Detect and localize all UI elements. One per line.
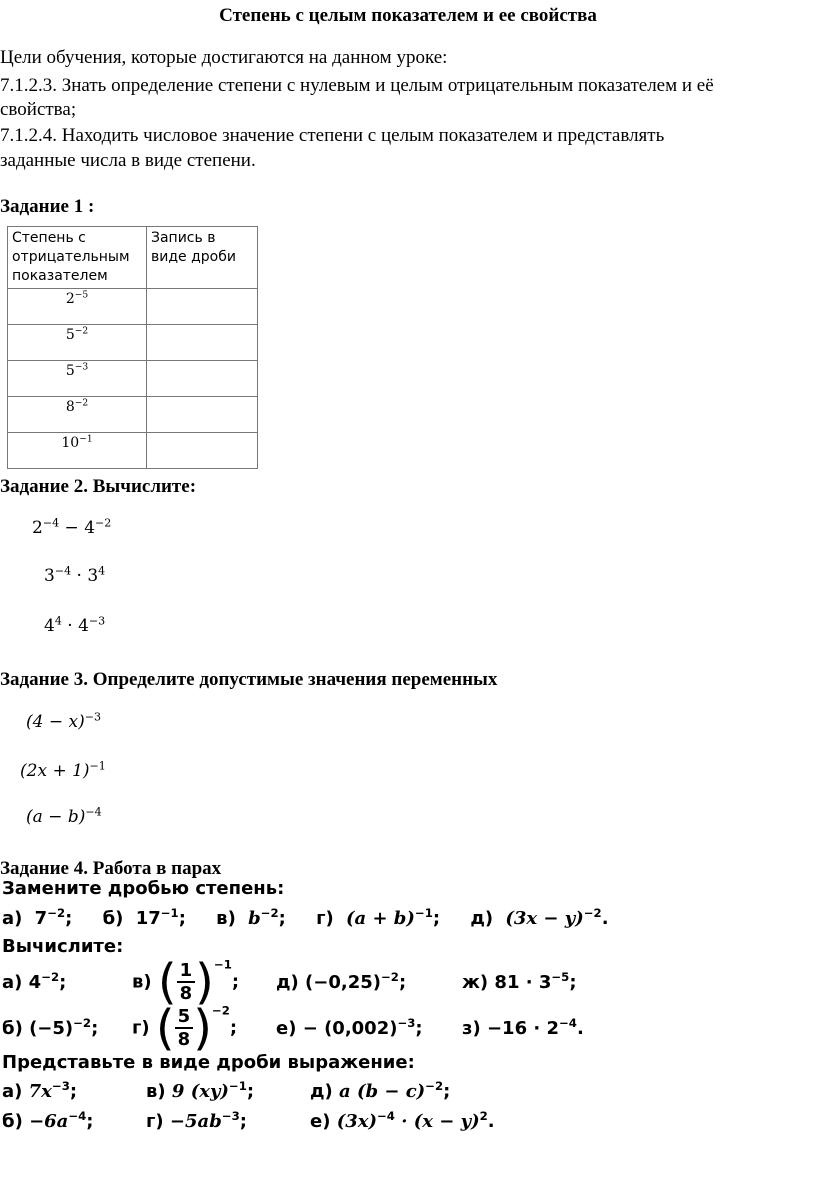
base: 4 (84, 518, 96, 538)
fraction-denominator: 8 (177, 1029, 191, 1050)
item-end: ; (278, 908, 286, 929)
fraction-denominator: 8 (179, 983, 193, 1004)
answer-cell[interactable] (147, 433, 258, 469)
item-exponent: −3 (397, 1015, 416, 1030)
task1-heading: Задание 1 : (0, 196, 95, 217)
answer-cell[interactable] (147, 289, 258, 325)
task4-heading: Задание 4. Работа в парах (0, 858, 222, 879)
item-exponent: −2 (260, 905, 279, 920)
exponent: 4 (54, 614, 62, 628)
compute-e (276, 1015, 423, 1039)
base: 4 (78, 616, 89, 636)
represent-heading: Представьте в виде дроби выражение: (2, 1052, 415, 1073)
power-base: 10 (61, 435, 80, 451)
table-row (8, 361, 258, 397)
item-base: 4 (28, 972, 42, 993)
goal-2-cont: заданные числа в виде степени. (0, 150, 256, 171)
compute-g (132, 1000, 238, 1056)
power-base: 8 (65, 399, 75, 415)
power-base: 5 (65, 327, 75, 343)
item-label: б) (2, 1018, 23, 1039)
item-base: (3x) (336, 1111, 378, 1132)
goal-1: 7.1.2.3. Знать определение степени с нулевым и целым отрицательным показателем и её (0, 75, 714, 96)
fraction-numerator: 1 (177, 960, 196, 983)
page-title: Степень с целым показателем и ее свойства (219, 5, 597, 26)
item-label: б) (2, 1111, 23, 1132)
exponent: −4 (54, 564, 72, 578)
goals-intro: Цели обучения, которые достигаются на данном уроке: (0, 47, 448, 68)
item-label: в) (146, 1081, 166, 1102)
item-exponent: −2 (73, 1015, 92, 1030)
item-label: г) (316, 908, 334, 929)
item-label: б) (102, 908, 124, 929)
exponent: −1 (89, 759, 106, 773)
item-base: 17 (135, 908, 161, 929)
item-end: ; (432, 908, 441, 929)
item-exponent: −3 (221, 1108, 240, 1123)
item-end: ; (231, 971, 240, 993)
exponent: 4 (98, 564, 106, 578)
item-base: −16 · 2 (486, 1018, 559, 1039)
item-label: д) (276, 972, 299, 993)
operator: · (71, 566, 88, 586)
item-base: − (0,002) (302, 1018, 398, 1039)
item-exponent: −2 (425, 1078, 444, 1093)
compute-a (2, 969, 67, 993)
item-end: ; (246, 1081, 255, 1102)
item-label: в) (216, 908, 236, 929)
item-exponent: −2 (211, 1003, 230, 1018)
item-label: ж) (462, 972, 489, 993)
represent-d (310, 1078, 451, 1102)
item-base: 7x (28, 1081, 52, 1102)
header-text: Запись в (151, 230, 216, 246)
power-cell (8, 325, 147, 361)
power-base: 2 (65, 291, 75, 307)
item-base: 7 (34, 908, 48, 929)
power-cell (8, 289, 147, 325)
item-base: (−5) (29, 1018, 74, 1039)
item-end: ; (65, 908, 73, 929)
exponent: −2 (95, 516, 112, 530)
item-end: ; (59, 972, 67, 993)
item-label: а) (2, 1081, 23, 1102)
table-header-row (8, 227, 258, 289)
replace-row (2, 905, 609, 929)
represent-v (146, 1078, 255, 1102)
right-paren: ) (195, 954, 214, 1010)
compute-b (2, 1015, 99, 1039)
item-base: −5ab (169, 1111, 222, 1132)
base: (a − b) (26, 807, 86, 827)
task3-expr-1 (26, 712, 101, 732)
item-exponent: 2 (479, 1108, 488, 1123)
compute-v (132, 954, 240, 1010)
table-row (8, 289, 258, 325)
task3-expr-2 (20, 761, 106, 781)
compute-d (276, 969, 407, 993)
power-cell (8, 433, 147, 469)
item-base: · (x − y) (394, 1111, 480, 1132)
answer-cell[interactable] (147, 361, 258, 397)
compute-z (462, 1015, 584, 1039)
task1-table (7, 226, 258, 469)
power-exponent: −3 (74, 362, 89, 373)
item-exponent: −2 (583, 905, 602, 920)
item-base: (3x − y) (505, 908, 584, 929)
power-cell (8, 361, 147, 397)
power-base: 5 (65, 363, 75, 379)
item-exponent: −4 (68, 1108, 87, 1123)
item-base: b (248, 908, 261, 929)
left-paren: ( (157, 954, 177, 1010)
item-label: д) (470, 908, 494, 929)
item-base: −6a (29, 1111, 69, 1132)
operator: − (59, 518, 85, 538)
represent-g (146, 1108, 247, 1132)
item-end: . (601, 908, 609, 929)
item-end: ; (86, 1111, 94, 1132)
left-paren: ( (155, 1000, 175, 1056)
exponent: −4 (42, 516, 60, 530)
power-exponent: −2 (74, 326, 89, 337)
right-paren: ) (193, 1000, 212, 1056)
header-text: показателем (12, 268, 108, 284)
item-exponent: −3 (51, 1078, 70, 1093)
item-exponent: −1 (160, 905, 179, 920)
item-label: д) (310, 1081, 333, 1102)
item-label: в) (132, 971, 152, 993)
base: (4 − x) (26, 712, 85, 732)
item-end: ; (178, 908, 186, 929)
fraction (175, 1006, 194, 1050)
item-base: (−0,25) (305, 972, 381, 993)
item-exponent: −1 (414, 905, 433, 920)
base: 3 (44, 566, 55, 586)
item-end: . (487, 1111, 495, 1132)
exponent: −3 (88, 614, 106, 628)
item-end: ; (443, 1081, 451, 1102)
goal-1-cont: свойства; (0, 99, 77, 120)
item-end: ; (415, 1018, 423, 1039)
item-label: а) (2, 908, 23, 929)
item-label: а) (2, 972, 23, 993)
header-text: отрицательным (12, 249, 130, 265)
item-exponent: −1 (213, 957, 232, 972)
item-exponent: −4 (559, 1015, 577, 1030)
compute-heading: Вычислите: (2, 936, 124, 957)
item-end: ; (69, 1081, 78, 1102)
answer-cell[interactable] (147, 325, 258, 361)
task2-heading: Задание 2. Вычислите: (0, 476, 197, 497)
task3-expr-3 (26, 807, 102, 827)
table-row (8, 325, 258, 361)
item-exponent: −5 (551, 969, 570, 984)
power-exponent: −2 (74, 398, 89, 409)
exponent: −3 (84, 710, 102, 724)
item-label: е) (276, 1018, 297, 1039)
represent-e (310, 1108, 495, 1132)
power-cell (8, 397, 147, 433)
operator: · (61, 616, 79, 636)
item-base: a (b − c) (339, 1081, 426, 1102)
item-label: г) (132, 1017, 150, 1039)
item-exponent: −2 (381, 969, 399, 984)
table-row (8, 433, 258, 469)
item-end: ; (569, 972, 577, 993)
base: (2x + 1) (20, 761, 90, 781)
item-end: . (576, 1018, 584, 1039)
header-cell-fraction (147, 227, 258, 289)
item-end: ; (91, 1018, 99, 1039)
represent-a (2, 1078, 78, 1102)
item-exponent: −4 (377, 1108, 395, 1123)
table-row (8, 397, 258, 433)
header-text: Степень с (12, 230, 86, 246)
power-exponent: −5 (74, 290, 89, 301)
task2-expr-1 (32, 518, 111, 538)
item-exponent: −1 (228, 1078, 247, 1093)
item-base: 9 (xy) (171, 1081, 229, 1102)
goal-2: 7.1.2.4. Находить числовое значение степени с целым показателем и представлять (0, 125, 665, 146)
base: 3 (87, 566, 99, 586)
item-label: г) (146, 1111, 164, 1132)
header-cell-power (8, 227, 147, 289)
base: 4 (44, 616, 55, 636)
answer-cell[interactable] (147, 397, 258, 433)
item-label: з) (462, 1018, 481, 1039)
item-exponent: −2 (41, 969, 60, 984)
item-exponent: −2 (47, 905, 66, 920)
fraction-numerator: 5 (175, 1006, 194, 1029)
fraction (177, 960, 196, 1004)
represent-b (2, 1108, 94, 1132)
power-exponent: −1 (79, 434, 93, 445)
item-base: (a + b) (346, 908, 415, 929)
item-end: ; (229, 1017, 238, 1039)
compute-zh (462, 969, 577, 993)
task2-expr-2 (44, 566, 105, 586)
header-text: виде дроби (151, 249, 236, 265)
base: 2 (32, 518, 43, 538)
item-end: ; (398, 972, 407, 993)
exponent: −4 (85, 805, 102, 819)
item-label: е) (310, 1111, 331, 1132)
replace-heading: Замените дробью степень: (2, 878, 285, 899)
task3-heading: Задание 3. Определите допустимые значения переменных (0, 669, 498, 690)
item-base: 81 · 3 (494, 972, 552, 993)
task2-expr-3 (44, 616, 105, 636)
item-end: ; (239, 1111, 247, 1132)
